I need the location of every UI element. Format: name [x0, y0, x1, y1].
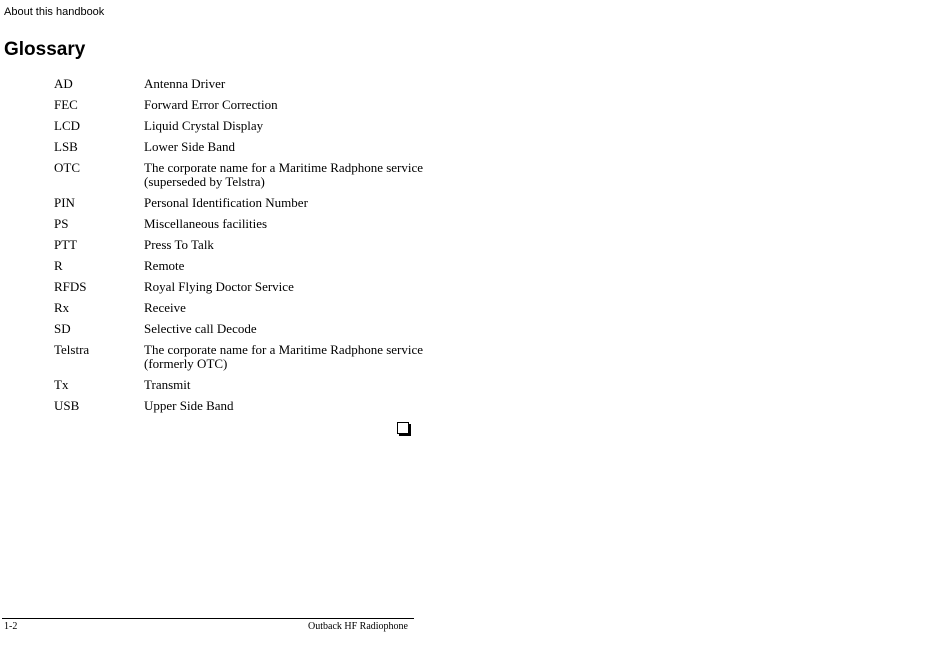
glossary-definition: Antenna Driver [144, 76, 226, 91]
footer-book-title: Outback HF Radiophone [308, 621, 408, 632]
glossary-definition: Transmit [144, 377, 191, 392]
glossary-term: PTT [54, 237, 78, 252]
glossary-term: SD [54, 321, 71, 336]
glossary-entry [54, 343, 424, 371]
footer-page-number: 1-2 [4, 621, 18, 632]
end-of-section-box-icon [397, 422, 409, 434]
glossary-term: AD [54, 76, 73, 91]
page-title: Glossary [4, 39, 86, 60]
glossary-definition: Liquid Crystal Display [144, 118, 264, 133]
glossary-term: RFDS [54, 279, 87, 294]
glossary-entry [54, 196, 424, 210]
glossary-definition: The corporate name for a Maritime Radphone service (formerly OTC) [144, 342, 424, 371]
glossary-entry [54, 77, 424, 91]
glossary-definition: Lower Side Band [144, 139, 235, 154]
glossary-definition: Miscellaneous facilities [144, 216, 268, 231]
glossary-term: LCD [54, 118, 80, 133]
glossary-list [54, 77, 424, 420]
glossary-term: OTC [54, 160, 80, 175]
glossary-entry [54, 238, 424, 252]
glossary-entry [54, 301, 424, 315]
glossary-term: Telstra [54, 342, 90, 357]
glossary-definition: Remote [144, 258, 185, 273]
glossary-entry [54, 98, 424, 112]
glossary-entry [54, 399, 424, 413]
glossary-term: USB [54, 398, 80, 413]
glossary-term: PS [54, 216, 69, 231]
glossary-term: FEC [54, 97, 78, 112]
glossary-entry [54, 280, 424, 294]
footer-divider [2, 618, 414, 619]
glossary-entry [54, 119, 424, 133]
glossary-term: Tx [54, 377, 69, 392]
glossary-definition: Receive [144, 300, 186, 315]
glossary-term: Rx [54, 300, 70, 315]
glossary-definition: Forward Error Correction [144, 97, 278, 112]
glossary-definition: Personal Identification Number [144, 195, 308, 210]
glossary-entry [54, 322, 424, 336]
glossary-definition: Selective call Decode [144, 321, 257, 336]
glossary-term: LSB [54, 139, 78, 154]
glossary-entry [54, 140, 424, 154]
glossary-definition: The corporate name for a Maritime Radphone service (superseded by Telstra) [144, 160, 424, 189]
glossary-entry [54, 217, 424, 231]
running-head: About this handbook [4, 6, 105, 18]
glossary-term: R [54, 258, 63, 273]
glossary-entry [54, 378, 424, 392]
glossary-definition: Press To Talk [144, 237, 214, 252]
glossary-term: PIN [54, 195, 75, 210]
glossary-entry [54, 161, 424, 189]
glossary-definition: Upper Side Band [144, 398, 234, 413]
glossary-entry [54, 259, 424, 273]
glossary-definition: Royal Flying Doctor Service [144, 279, 294, 294]
